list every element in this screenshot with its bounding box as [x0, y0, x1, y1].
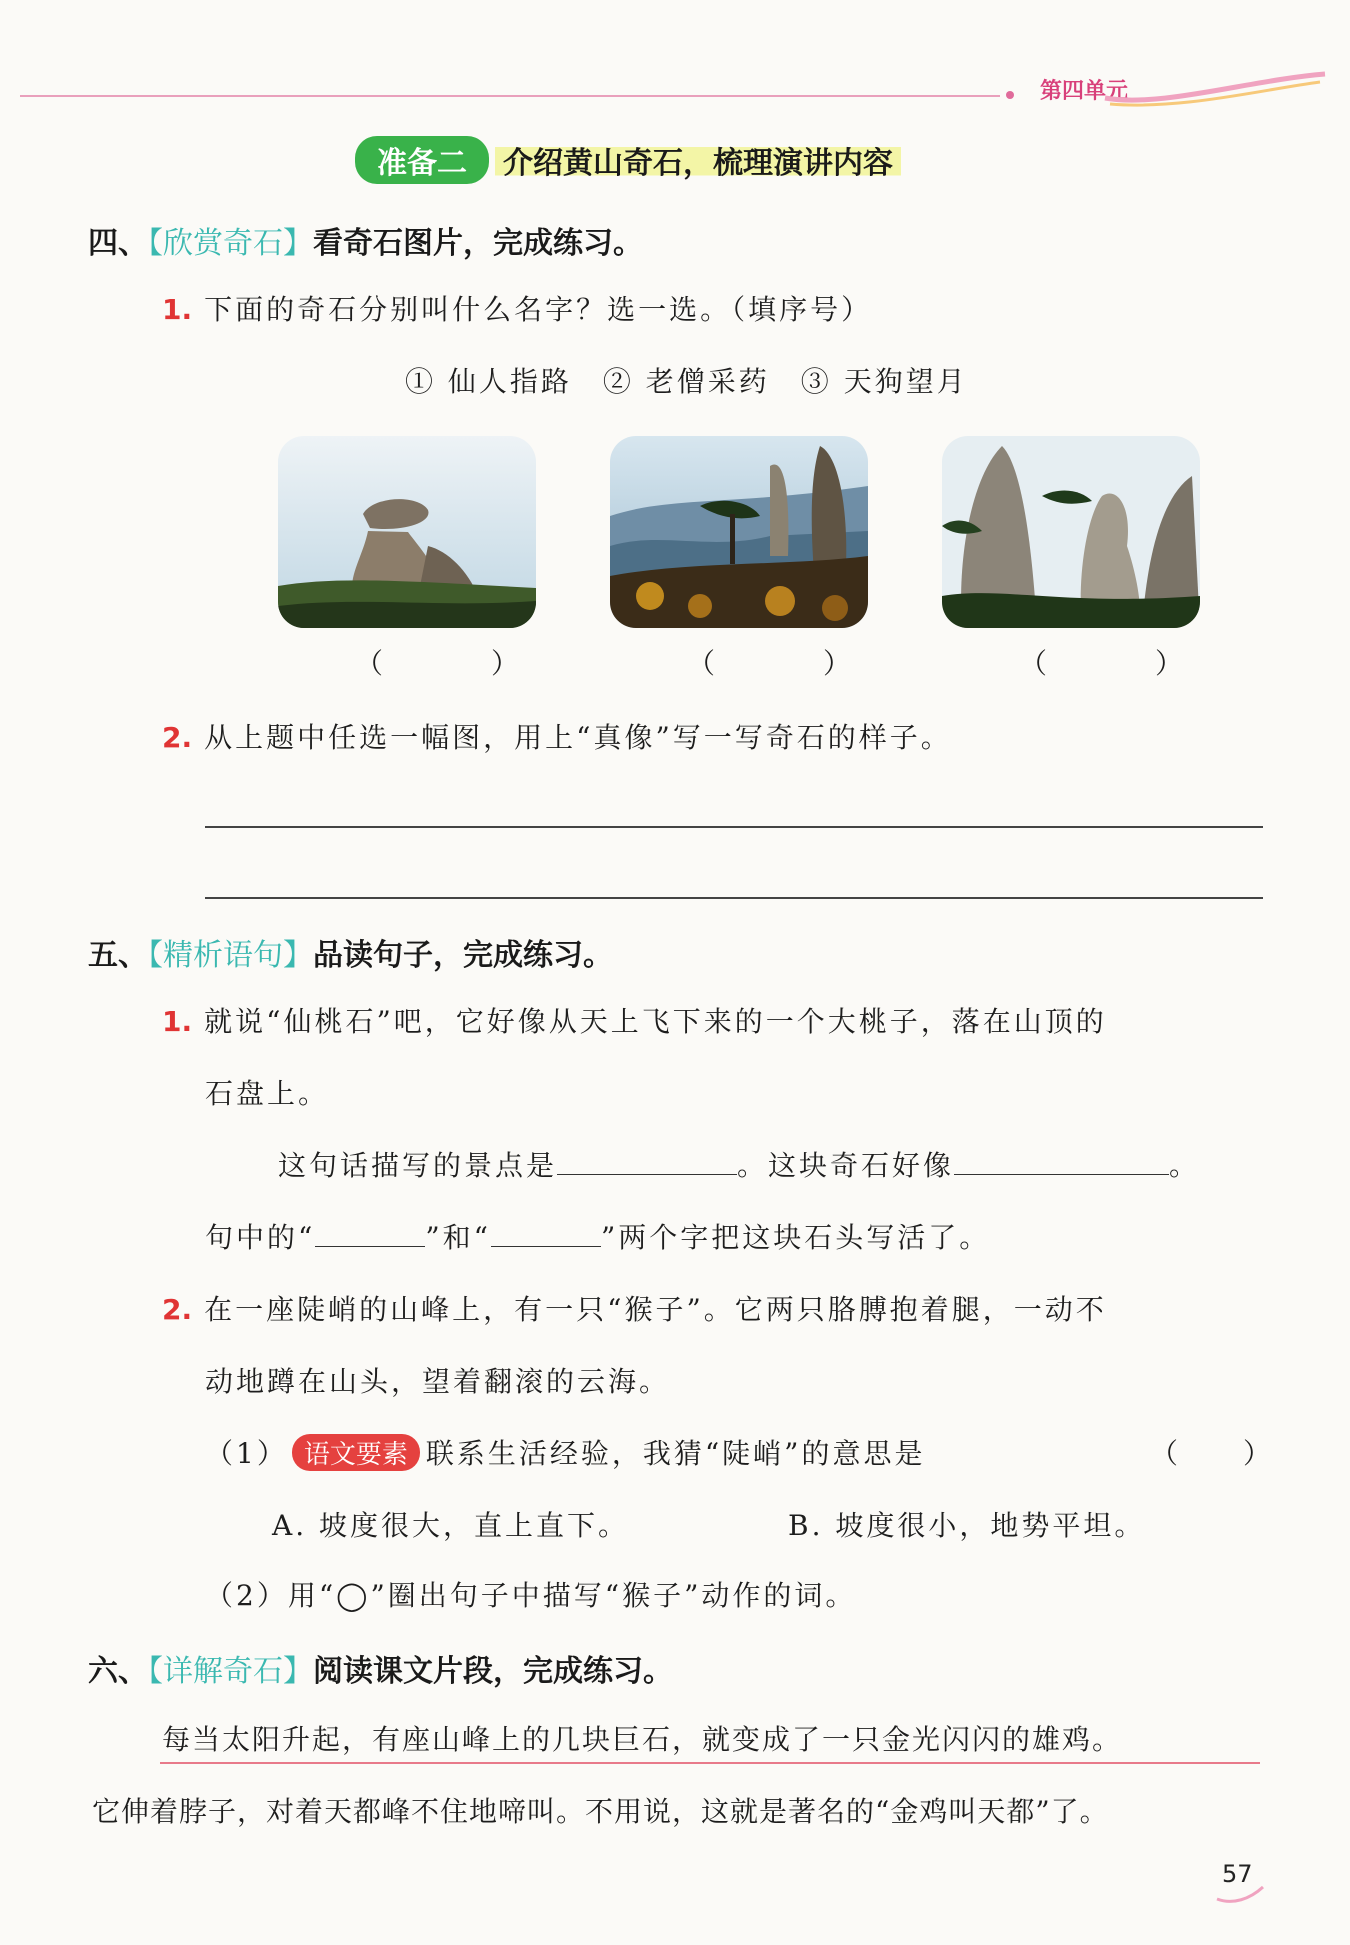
q5-prefix: 五、	[88, 938, 148, 973]
q5-item-2-line-2: 动地蹲在山头，望着翻滚的云海。	[205, 1365, 671, 1398]
q4-item-1-text: 下面的奇石分别叫什么名字？选一选。（填序号）	[204, 293, 873, 326]
q5-fill-a: 这句话描写的景点是	[278, 1149, 558, 1182]
q5-fill-b: 。这块奇石好像	[737, 1149, 955, 1182]
q4-options: ① 仙人指路 ② 老僧采药 ③ 天狗望月	[405, 365, 968, 398]
q5-sub-1	[205, 1432, 925, 1472]
writing-line-2[interactable]	[205, 897, 1263, 899]
blank-word-1[interactable]	[315, 1246, 425, 1247]
answer-paren-1[interactable]: （ ）	[355, 647, 560, 680]
blank-rock-looks-like[interactable]	[954, 1174, 1169, 1175]
rock-photo-3	[942, 436, 1200, 628]
blank-scenic-spot[interactable]	[557, 1174, 737, 1175]
q5-fill-line-2	[205, 1216, 990, 1256]
q4-item-1-number: 1.	[162, 293, 193, 326]
rock-photo-1	[278, 436, 536, 628]
q5-item-1-number: 1.	[162, 1005, 193, 1038]
q5-item-1-line-2: 石盘上。	[205, 1077, 330, 1110]
q5-sub-1-number: （1）	[205, 1437, 288, 1470]
q5-item-2-line-1	[162, 1288, 1107, 1328]
q6-passage-line-1: 每当太阳升起，有座山峰上的几块巨石，就变成了一只金光闪闪的雄鸡。	[162, 1723, 1123, 1756]
header-rule	[20, 95, 1000, 97]
q5-fill2-a: 句中的“	[205, 1221, 316, 1254]
q5-fill2-b: ”和“	[425, 1221, 491, 1254]
q4-prefix: 四、	[88, 226, 148, 261]
header-dot	[1006, 91, 1014, 99]
section-title	[355, 138, 901, 182]
question-5-heading	[88, 930, 613, 974]
q4-title: 看奇石图片，完成练习。	[313, 226, 643, 261]
section-heading: 介绍黄山奇石，梳理演讲内容	[495, 138, 901, 182]
q4-tag: 【欣赏奇石】	[148, 226, 313, 261]
section-pill: 准备二	[355, 136, 489, 184]
rock-photo-2	[610, 436, 868, 628]
q5-item-1-text-1: 就说“仙桃石”吧，它好像从天上飞下来的一个大桃子，落在山顶的	[204, 1005, 1107, 1038]
header-swoosh-decoration	[1100, 70, 1330, 110]
option-a[interactable]: A. 坡度很大，直上直下。	[272, 1509, 630, 1542]
q6-prefix: 六、	[88, 1654, 148, 1689]
passage-underline	[160, 1762, 1260, 1764]
q6-tag: 【详解奇石】	[148, 1654, 313, 1689]
q5-tag: 【精析语句】	[148, 938, 313, 973]
q4-item-2-text: 从上题中任选一幅图，用上“真像”写一写奇石的样子。	[204, 721, 952, 754]
page-number: 57	[1222, 1860, 1253, 1888]
page-number-swoosh	[1215, 1885, 1265, 1905]
q6-title: 阅读课文片段，完成练习。	[313, 1654, 673, 1689]
writing-line-1[interactable]	[205, 826, 1263, 828]
q4-item-1	[162, 288, 872, 328]
q5-sub-1-answer-paren[interactable]: （ ）	[1150, 1437, 1275, 1470]
question-4-heading	[88, 218, 643, 262]
q5-fill2-c: ”两个字把这块石头写活了。	[600, 1221, 991, 1254]
answer-paren-2[interactable]: （ ）	[687, 647, 892, 680]
q5-fill-line-1	[278, 1144, 1200, 1184]
q5-item-2-text-1: 在一座陡峭的山峰上，有一只“猴子”。它两只胳膊抱着腿，一动不	[204, 1293, 1107, 1326]
q5-title: 品读句子，完成练习。	[313, 938, 613, 973]
language-element-badge: 语文要素	[292, 1434, 420, 1471]
q4-item-2-number: 2.	[162, 721, 193, 754]
blank-word-2[interactable]	[491, 1246, 601, 1247]
q4-item-2	[162, 716, 952, 756]
answer-paren-3[interactable]: （ ）	[1019, 647, 1224, 680]
option-b[interactable]: B. 坡度很小，地势平坦。	[788, 1509, 1146, 1542]
q6-passage-line-2: 它伸着脖子，对着天都峰不住地啼叫。不用说，这就是著名的“金鸡叫天都”了。	[92, 1795, 1109, 1828]
q5-item-1-line-1	[162, 1000, 1107, 1040]
q5-fill-c: 。	[1169, 1149, 1201, 1182]
q5-item-2-number: 2.	[162, 1293, 193, 1326]
question-6-heading	[88, 1646, 673, 1690]
unit-label: 第四单元	[1040, 79, 1129, 104]
q5-sub-2: （2）用“◯”圈出句子中描写“猴子”动作的词。	[205, 1579, 857, 1612]
q5-sub-1-text: 联系生活经验，我猜“陡峭”的意思是	[425, 1437, 926, 1470]
